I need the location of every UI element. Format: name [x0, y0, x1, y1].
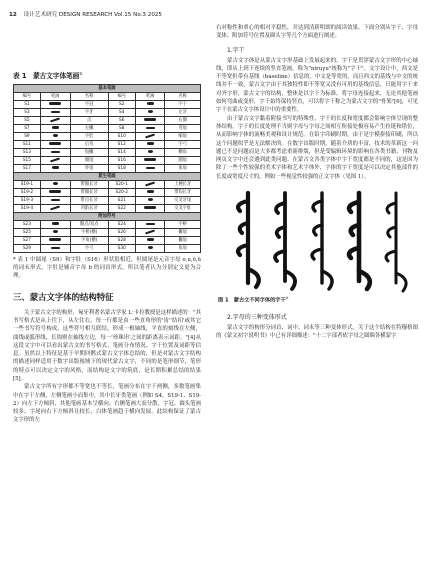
stroke-id: S10 — [108, 133, 135, 141]
col-header-name: 名称 — [165, 93, 201, 101]
stroke-id: S28 — [108, 237, 135, 245]
stroke-id: S26 — [108, 229, 135, 237]
section-heading: 三、蒙古文字体的结构特征 — [13, 291, 114, 302]
table-caption-ref: ① — [79, 70, 83, 76]
stroke-id: S2 — [108, 101, 135, 109]
figure-caption — [218, 296, 418, 304]
stroke-id: S21 — [108, 197, 135, 205]
stroke-shape-icon — [49, 142, 61, 145]
stroke-name: 左牙 — [165, 109, 201, 117]
stroke-glyph — [40, 205, 70, 213]
stroke-id: S8 — [108, 125, 135, 133]
stroke-name: 字干 — [165, 101, 201, 109]
stroke-id: S24 — [108, 221, 135, 229]
stroke-name: 撇尾 — [165, 229, 201, 237]
stroke-shape-icon — [144, 118, 156, 121]
stroke-id: S12 — [108, 141, 135, 149]
stroke-name: 上翘长牙 — [165, 181, 201, 189]
page-number: 12 — [9, 12, 17, 18]
stroke-name: 字肚 — [70, 133, 108, 141]
stroke-id: S1 — [14, 101, 41, 109]
stroke-glyph — [40, 181, 70, 189]
stroke-glyph — [40, 229, 70, 237]
stroke-name: 字牙 — [70, 109, 108, 117]
stroke-id: S29 — [14, 245, 41, 253]
stroke-glyph — [135, 117, 165, 125]
stroke-name: 字角(横) — [70, 237, 108, 245]
stroke-shape-icon — [148, 150, 153, 153]
stroke-shape-icon — [51, 247, 60, 249]
stroke-id: S6 — [108, 117, 135, 125]
table-row — [14, 205, 201, 213]
stroke-shape-icon — [53, 182, 58, 185]
stroke-glyph — [135, 237, 165, 245]
stroke-name: 角尾 — [165, 165, 201, 173]
stroke-glyph — [135, 109, 165, 117]
stroke-id: S20-2 — [108, 189, 135, 197]
stroke-shape-icon — [145, 181, 155, 186]
stroke-name: 短撇 — [70, 149, 108, 157]
stroke-shape-icon — [53, 230, 58, 233]
stroke-glyph — [135, 245, 165, 253]
stroke-shape-icon — [50, 205, 60, 210]
section-attached-symbols: 附加符号 — [14, 213, 201, 221]
table-row — [14, 141, 201, 149]
stroke-shape-icon — [146, 167, 155, 169]
table-row — [14, 101, 201, 109]
stroke-glyph — [40, 101, 70, 109]
page-header — [9, 10, 419, 22]
stroke-shape-icon — [49, 102, 61, 105]
stroke-shape-icon — [52, 222, 59, 225]
table-note: * 表 1 中圆尾（S9）和字肚（S16）形状很相近，但圆尾是元音字母 o,u,ö,ü 的词末形式，字肚是辅音字母 b 的词首形式，所以笔者认为分别定义更为合理。 — [13, 257, 201, 280]
table-row — [14, 125, 201, 133]
stroke-shape-icon — [52, 166, 59, 169]
table-row — [14, 229, 201, 237]
table-row — [14, 181, 201, 189]
stroke-glyph — [40, 125, 70, 133]
stroke-shape-icon — [49, 190, 61, 193]
figure-caption-ref: ② — [285, 296, 289, 301]
col-header-id: 编号 — [108, 93, 135, 101]
stroke-name: 撇尾 — [165, 237, 201, 245]
stroke-glyph — [40, 133, 70, 141]
stroke-id: S4 — [108, 109, 135, 117]
body-paragraph: 蒙古文字所有字形都不等宽也不等长，笔画分布在字干两侧，多数笔画集中在字干左侧，左侧笔画小而集中，其中长牙类笔画（例如 S4、S19-1、S19-2）向左下方倾斜，其他笔画基本呈横向；右侧笔画大而分散，字冠、圆头笔画较多，字尾向右下方倾斜且较长，白体笔画趋于横向发展。此结构保证了蒙古文字形的左 — [13, 384, 201, 424]
figure-caption-text: 图 1 蒙古文不同字体的字干 — [218, 297, 286, 304]
stroke-glyph — [135, 181, 165, 189]
stroke-id: S9 — [14, 133, 41, 141]
stroke-id: S16 — [108, 157, 135, 165]
stroke-id: S23 — [14, 221, 41, 229]
stroke-name: 带圈长牙 — [70, 189, 108, 197]
stroke-id: S19-4 — [14, 205, 41, 213]
right-column — [216, 24, 418, 576]
stroke-id: S13 — [14, 149, 41, 157]
stroke-id: S30 — [108, 245, 135, 253]
stroke-table — [13, 84, 201, 253]
stroke-glyph — [135, 157, 165, 165]
stroke-shape-icon — [148, 246, 153, 249]
stroke-id: S7 — [14, 125, 41, 133]
stroke-glyph — [135, 165, 165, 173]
stroke-id: S25 — [14, 229, 41, 237]
stroke-glyph — [135, 205, 165, 213]
body-paragraph: 关于蒙古文字的构形，匈牙利著名蒙古学家 L·卡拉教授是这样描述的："其书写格式是从上往下，从左往右，每一行都是由一些直角形的'齿''结扣'或其它一些书写符号构成。这些符号相互联结，形成一根轴线，平直的刻线在左侧，曲线或弧形线、长钩则在轴线左边，每一'珍珠串'之间的距离表示词距。"[4]从这段文字中可以看出蒙古文的书写格式、笔画分布情况、字干位置及词距等信息。虽然以上特征是基于早期回鹘式蒙古文字体总结的，但是对蒙古文字结构的描述同样适用于数字出版视域下的现代蒙古文字，不同的是笔形细节，笔形的特点可以决定文字的风格，而结构是文字的筑底，是长期积累总结的结果[5]。 — [13, 309, 201, 382]
stroke-shape-icon — [148, 198, 153, 201]
stroke-shape-icon — [50, 157, 60, 162]
stroke-id: S5 — [14, 117, 41, 125]
stroke-name: 字冠 — [70, 101, 108, 109]
stroke-name: 字弓 — [70, 245, 108, 253]
stroke-glyph — [40, 141, 70, 149]
stroke-glyph — [40, 245, 70, 253]
stroke-name: 横角 — [165, 149, 201, 157]
stroke-name: 带钩长牙 — [165, 189, 201, 197]
stroke-shape-icon — [147, 190, 154, 193]
stroke-glyph — [135, 101, 165, 109]
stroke-id: S14 — [108, 149, 135, 157]
stroke-shape-icon — [146, 127, 155, 129]
body-paragraph: 由于蒙古文字黏着附接书写的特殊性，字干的长度和宽度都会影响字体呈现的整体结构。字干的长度处理不当则字母与字母之间相互衔接处极容易产生拉链和错位，从而影响字体的流畅美观和设计规范。在铅字印刷时期，由于是字模拼接印刷，所以这个问题似乎是无法解决的。在数字出版时期，随着介质的丰富，技术的革新这一问题已不是问题而是大多都考虑重新排版，但是受编辑环境的影响在各类书籍、刊物及网页文字中还会遇到此类问题。在蒙古文各类字体中字干宽度都是不同的，这是因为除了一些个性较强的美术字体和艺术字体外，字体的字干宽度是可以决定其他部件的长度或宽度尺寸的，例如一些视觉性较强的正文字体（见图 1）。 — [216, 115, 418, 180]
stroke-name: 右圈 — [165, 117, 201, 125]
stroke-glyph — [40, 237, 70, 245]
stroke-shape-icon — [49, 238, 61, 241]
stroke-id: S19-3 — [14, 197, 41, 205]
table-row — [14, 117, 201, 125]
table-caption-text: 表 1 蒙古文字体笔画 — [13, 72, 80, 80]
stroke-shape-icon — [50, 117, 60, 122]
section-derived-strokes: 派生笔画 — [14, 173, 201, 181]
stroke-shape-icon — [145, 229, 155, 234]
stroke-glyph — [135, 221, 165, 229]
stroke-name: 缩尾 — [165, 133, 201, 141]
stroke-glyph — [40, 109, 70, 117]
stroke-name: 交叉字肚 — [165, 205, 201, 213]
stroke-glyph — [135, 229, 165, 237]
stroke-name: 交叉牙尾 — [165, 197, 201, 205]
stroke-name: 凹陷长牙 — [70, 205, 108, 213]
stroke-shape-icon — [146, 223, 155, 225]
stroke-glyph — [135, 133, 165, 141]
stroke-glyph — [40, 117, 70, 125]
stroke-name: 后弯 — [70, 141, 108, 149]
stroke-name: 带点长牙 — [70, 197, 108, 205]
col-header-stroke: 笔画 — [135, 93, 165, 101]
stroke-id: S3 — [14, 109, 41, 117]
stroke-glyph — [135, 141, 165, 149]
table-row — [14, 189, 201, 197]
left-column — [9, 24, 205, 576]
col-header-stroke: 笔画 — [40, 93, 70, 101]
table-row — [14, 165, 201, 173]
table-row — [14, 237, 201, 245]
section-basic-strokes: 基本笔画 — [14, 85, 201, 93]
stroke-id: S27 — [14, 237, 41, 245]
stroke-shape-icon — [144, 206, 156, 209]
stroke-name: 角尾 — [165, 245, 201, 253]
stroke-id: S19-1 — [14, 181, 41, 189]
stroke-glyph — [40, 197, 70, 205]
stroke-id: S11 — [14, 141, 41, 149]
stroke-shape-icon — [51, 111, 60, 113]
stroke-shape-icon — [51, 151, 60, 153]
body-paragraph: 右对称性和重心的相对平稳性，并达到清新明朗的阅读效果。下面分别从字干、字母变体、附加符号位置及圈头字等几个方面进行阐述。 — [216, 25, 418, 40]
stroke-id: S15 — [14, 157, 41, 165]
stroke-glyph — [40, 149, 70, 157]
stroke-glyph — [135, 197, 165, 205]
stroke-glyph — [40, 157, 70, 165]
stroke-glyph — [135, 189, 165, 197]
stroke-name: 圈尾 — [165, 157, 201, 165]
stroke-shape-icon — [144, 158, 156, 161]
body-paragraph: 蒙古文字的构形分词首、词中、词末等三种变体形式。关于这个结构在特穆格图的《蒙文初字说明书》中已有详细描述："十二字部者依字母之圆圈各横蒙字 — [216, 324, 418, 340]
subsection-heading: 2.字母的三种变体形式 — [227, 313, 287, 321]
table-row — [14, 221, 201, 229]
stroke-glyph — [135, 149, 165, 157]
stroke-shape-icon — [147, 142, 154, 145]
body-paragraph: 蒙古文字体是从蒙古文字形基础上发展起来的，字干是贯穿蒙古文字形的中心轴线，即从上到下连续的竖直笔画，称为"niruγu"统称为"字干"。文字设计中，西文是不等宽但带有基线（baseline）信息的，中文是等宽的，而且西文的基线与中文的统线并不一致，蒙古文字由于其独特性即不等宽又没有可用的基线信息，只能用字干来对齐字形，蒙古文字的结构，整体是以字干为标准，将字母连接起来，无论其他笔画如何弯曲或变形，字干始终保持竖直，可以将字干称之为蒙古文字的"骨架"[6]，可见字干在蒙古文字体设计中的重要性。 — [216, 57, 418, 114]
mongolian-glyphs-illustration — [218, 187, 414, 293]
stroke-id: S20-1 — [108, 181, 135, 189]
stroke-name: 字弓 — [165, 141, 201, 149]
stroke-glyph — [40, 189, 70, 197]
col-header-id: 编号 — [14, 93, 41, 101]
stroke-glyph — [135, 125, 165, 133]
stroke-name: 吓尾 — [70, 165, 108, 173]
stroke-name: 圈尾 — [70, 157, 108, 165]
stroke-shape-icon — [52, 126, 59, 129]
stroke-name: 圈点/双点 — [70, 221, 108, 229]
stroke-name: 左撇 — [70, 125, 108, 133]
stroke-glyph — [40, 221, 70, 229]
stroke-name: 点 — [70, 117, 108, 125]
table-row — [14, 197, 201, 205]
stroke-id: S18 — [108, 165, 135, 173]
col-header-name: 名称 — [70, 93, 108, 101]
stroke-shape-icon — [147, 238, 154, 241]
table-row — [14, 149, 201, 157]
journal-title: 设计艺术研究 DESIGN RESEARCH Vol.15 No.3 2025 — [23, 12, 162, 18]
stroke-name: 弯尾 — [165, 125, 201, 133]
stroke-shape-icon — [53, 134, 58, 137]
stroke-id: S17 — [14, 165, 41, 173]
table-row — [14, 157, 201, 165]
stroke-shape-icon — [51, 199, 60, 201]
subsection-heading: 1.字干 — [227, 46, 245, 54]
stroke-name: 字桥 — [165, 221, 201, 229]
table-caption — [13, 70, 205, 80]
stroke-id: S22 — [108, 205, 135, 213]
table-row — [14, 133, 201, 141]
figure-mongolian-stems — [218, 187, 414, 293]
stroke-shape-icon — [148, 110, 153, 113]
stroke-name: 字桥(横) — [70, 229, 108, 237]
table-row — [14, 109, 201, 117]
stroke-shape-icon — [145, 133, 155, 138]
stroke-glyph — [40, 165, 70, 173]
stroke-name: 带圈长牙 — [70, 181, 108, 189]
stroke-shape-icon — [147, 102, 154, 105]
stroke-id: S19-2 — [14, 189, 41, 197]
table-row — [14, 245, 201, 253]
